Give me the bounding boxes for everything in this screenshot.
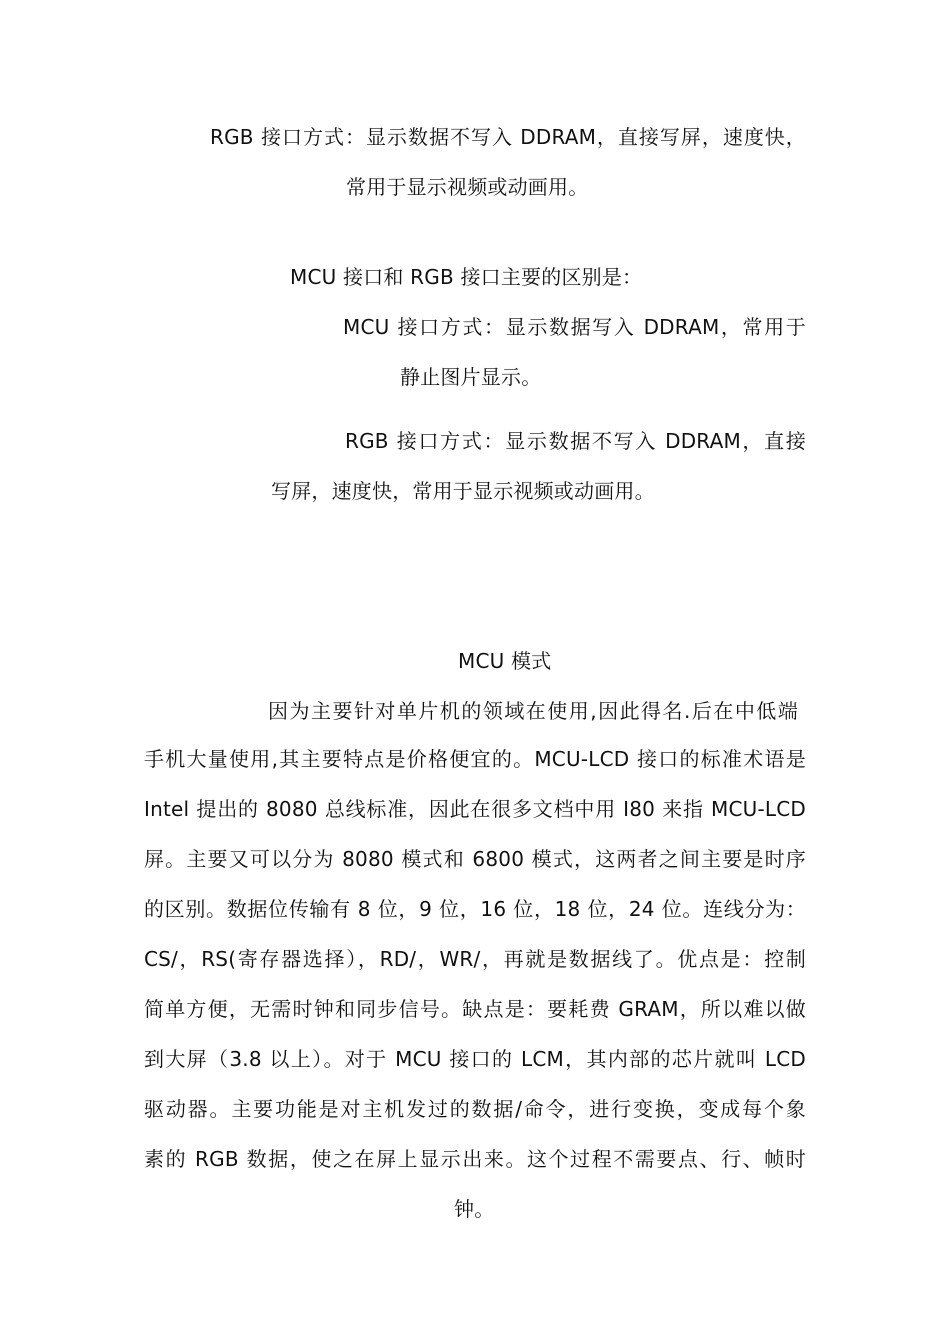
mcu-paragraph-line: 驱动器。主要功能是对主机发过的数据/命令，进行变换，变成每个象 xyxy=(144,1097,806,1121)
mcu-paragraph-line: 钟。 xyxy=(454,1197,495,1221)
mcu-paragraph-line: 素的 RGB 数据，使之在屏上显示出来。这个过程不需要点、行、帧时 xyxy=(144,1147,806,1171)
intro-rgb-line-1: RGB 接口方式：显示数据不写入 DDRAM，直接写屏，速度快， xyxy=(210,125,806,149)
mcu-paragraph-line: CS/，RS(寄存器选择），RD/，WR/，再就是数据线了。优点是：控制 xyxy=(144,947,806,971)
mcu-paragraph-line: 简单方便，无需时钟和同步信号。缺点是：要耗费 GRAM，所以难以做 xyxy=(144,997,806,1021)
difference-rgb-line-2: 写屏，速度快，常用于显示视频或动画用。 xyxy=(271,479,655,503)
intro-rgb-line-2: 常用于显示视频或动画用。 xyxy=(346,175,589,199)
difference-rgb-line-1: RGB 接口方式：显示数据不写入 DDRAM，直接 xyxy=(345,429,806,453)
mcu-section-title: MCU 模式 xyxy=(458,649,552,673)
mcu-paragraph-line: 手机大量使用,其主要特点是价格便宜的。MCU-LCD 接口的标准术语是 xyxy=(144,747,806,771)
mcu-paragraph-line: 屏。主要又可以分为 8080 模式和 6800 模式，这两者之间主要是时序 xyxy=(144,847,806,871)
mcu-paragraph-line: 到大屏（3.8 以上）。对于 MCU 接口的 LCM，其内部的芯片就叫 LCD xyxy=(144,1047,806,1071)
difference-mcu-line-1: MCU 接口方式：显示数据写入 DDRAM，常用于 xyxy=(343,315,806,339)
mcu-paragraph-line: 因为主要针对单片机的领域在使用,因此得名.后在中低端 xyxy=(268,699,798,723)
difference-mcu-line-2: 静止图片显示。 xyxy=(400,365,542,389)
mcu-paragraph-line: Intel 提出的 8080 总线标准，因此在很多文档中用 I80 来指 MCU-LCD xyxy=(144,797,806,821)
difference-heading: MCU 接口和 RGB 接口主要的区别是： xyxy=(290,265,643,289)
mcu-paragraph-line: 的区别。数据位传输有 8 位，9 位，16 位，18 位，24 位。连线分为： xyxy=(144,897,806,921)
